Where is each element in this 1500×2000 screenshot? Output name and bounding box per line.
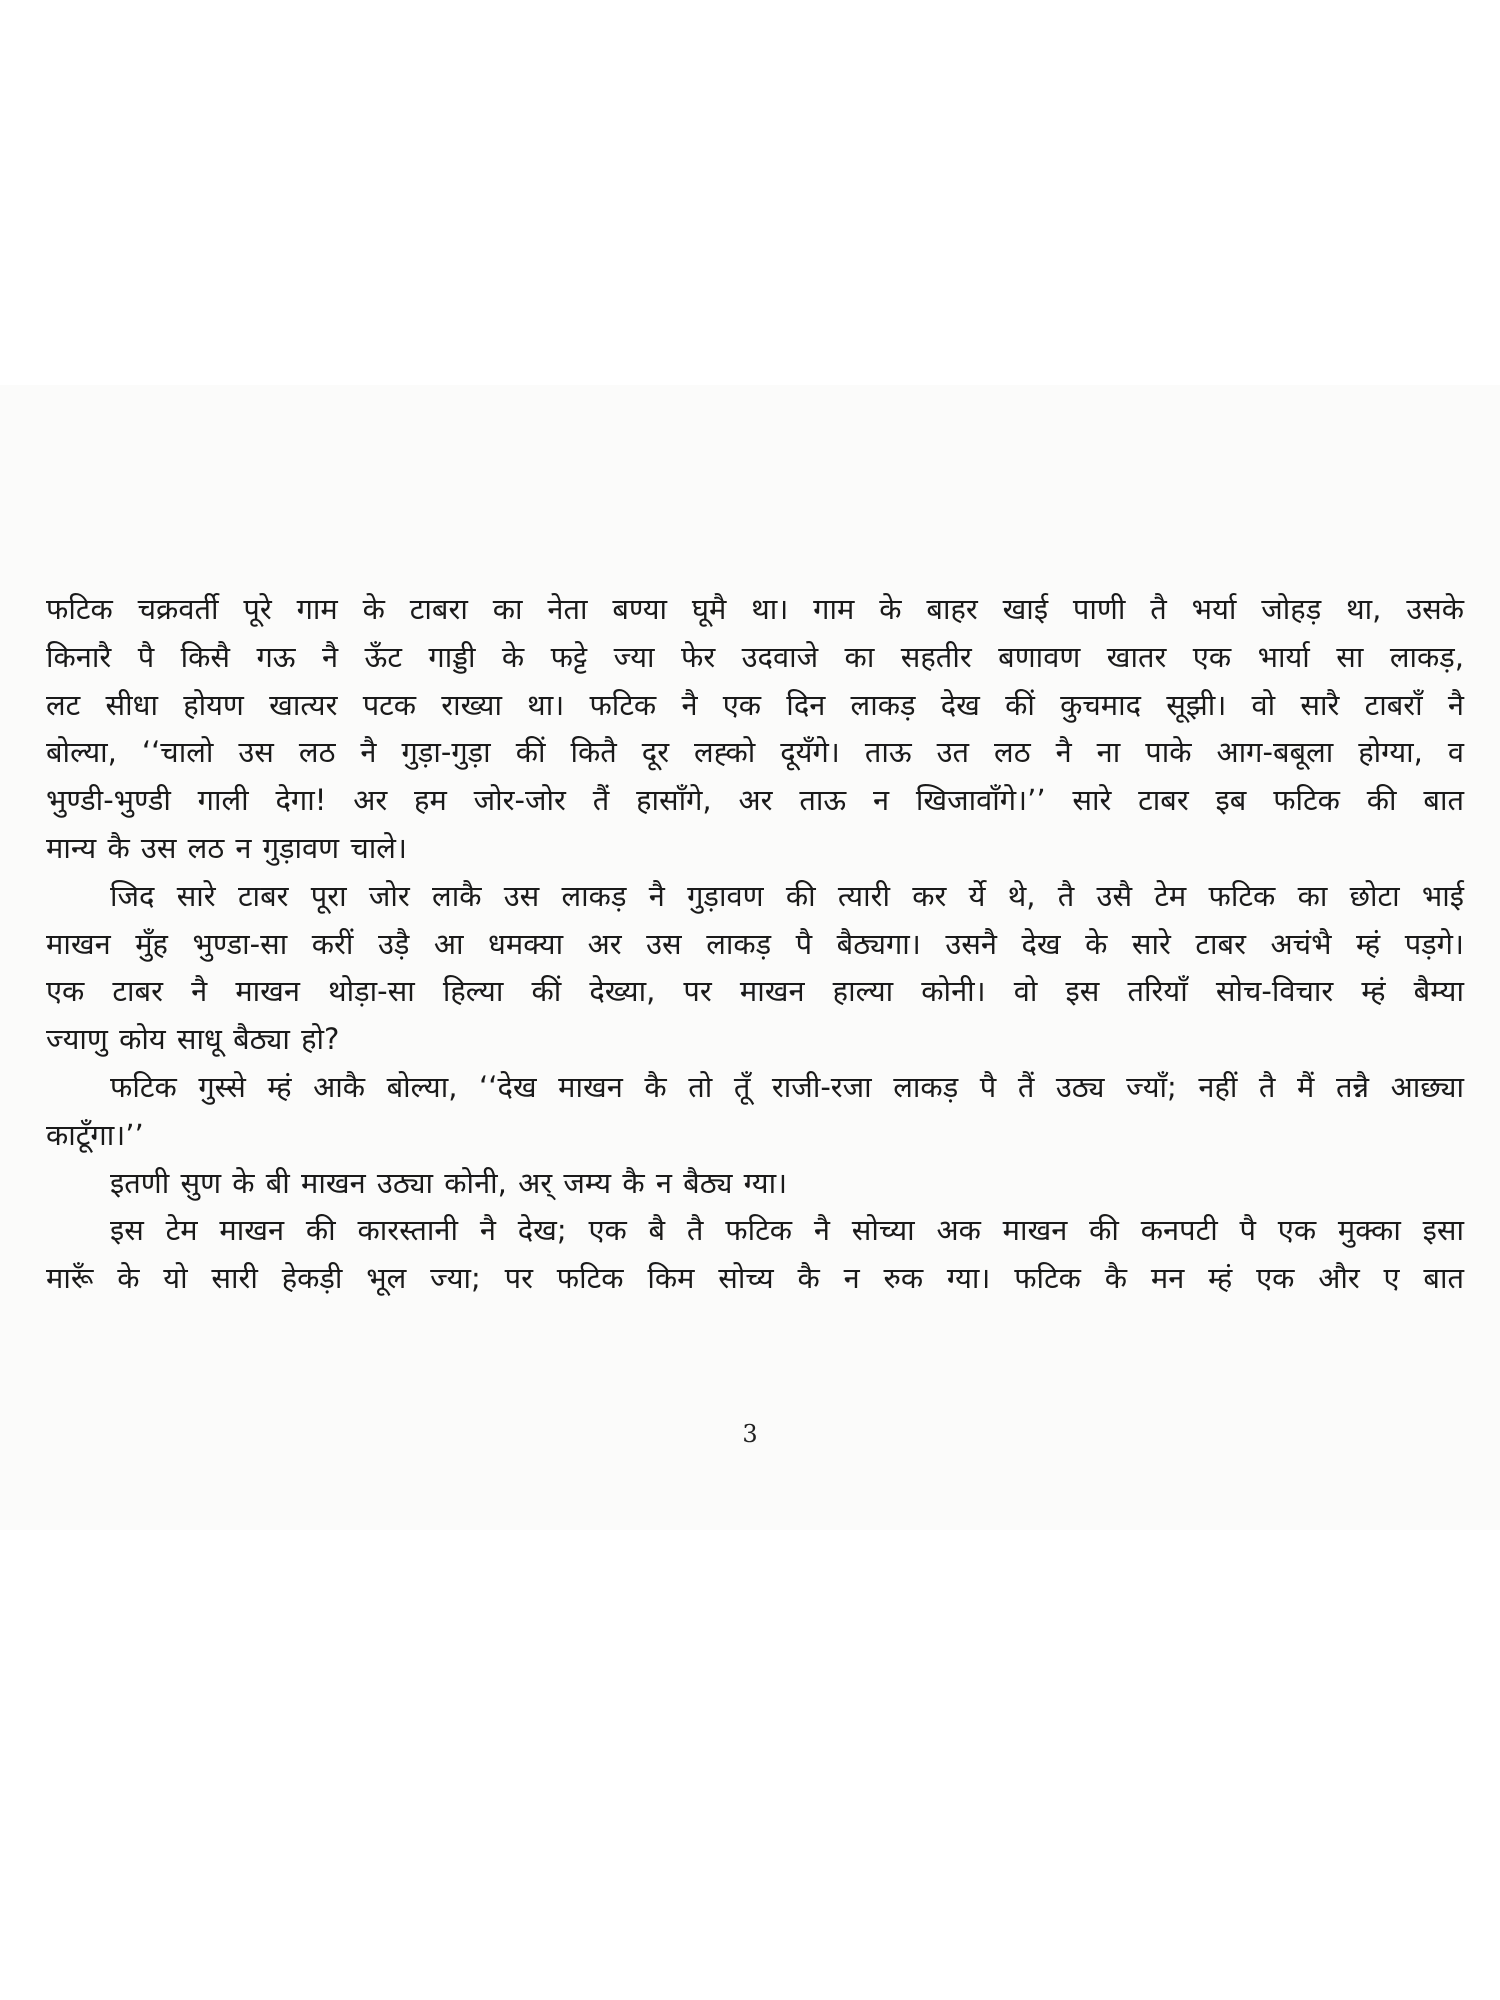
text-line-12: काटूँगा।’’ — [46, 1117, 144, 1152]
text-line-15: मारूँ के यो सारी हेकड़ी भूल ज्या; पर फटिक किम सोच्य कै न रुक ग्या। फटिक कै मन म्हं एक और ए बात — [46, 1261, 1464, 1296]
text-line-5: भुण्डी-भुण्डी गाली देगा! अर हम जोर-जोर तैं हासाँगे, अर ताऊ न खिजावाँगे।’’ सारे टाबर इब फटिक की बात — [46, 783, 1464, 818]
text-line-3: लट सीधा होयण खात्यर पटक राख्या था। फटिक नै एक दिन लाकड़ देख कीं कुचमाद सूझी। वो सारै टाबराँ नै — [46, 687, 1464, 722]
text-line-4: बोल्या, ‘‘चालो उस लठ नै गुड़ा-गुड़ा कीं कितै दूर लह्को दूयँगे। ताऊ उत लठ नै ना पाके आग-बबूला होग्या, व — [46, 735, 1464, 770]
text-line-7: जिद सारे टाबर पूरा जोर लाकै उस लाकड़ नै गुड़ावण की त्यारी कर र्ये थे, तै उसै टेम फटिक का छोटा भाई — [110, 878, 1464, 913]
text-line-9: एक टाबर नै माखन थोड़ा-सा हिल्या कीं देख्या, पर माखन हाल्या कोनी। वो इस तरियाँ सोच-विचार म्हं बैम्या — [46, 974, 1464, 1009]
text-line-13: इतणी सुण के बी माखन उठ्या कोनी, अर् जम्य कै न बैठ्य ग्या। — [110, 1165, 788, 1200]
text-line-6: मान्य कै उस लठ न गुड़ावण चाले। — [46, 830, 407, 865]
text-line-8: माखन मुँह भुण्डा-सा करीं उड़ै आ धमक्या अर उस लाकड़ पै बैठ्यगा। उसनै देख के सारे टाबर अचंभै म्हं पड़गे। — [46, 926, 1464, 961]
text-line-11: फटिक गुस्से म्हं आकै बोल्या, ‘‘देख माखन कै तो तूँ राजी-रजा लाकड़ पै तैं उठ्य ज्याँ; नहीं तै मैं तन्नै आछ्या — [110, 1069, 1464, 1104]
text-line-1: फटिक चक्रवर्ती पूरे गाम के टाबरा का नेता बण्या घूमै था। गाम के बाहर खाई पाणी तै भर्या जोहड़ था, उसके — [46, 592, 1464, 626]
page-number: 3 — [742, 1420, 758, 1448]
text-line-10: ज्याणु कोय साधू बैठ्या हो? — [46, 1022, 340, 1057]
text-line-14: इस टेम माखन की कारस्तानी नै देख; एक बै तै फटिक नै सोच्या अक माखन की कनपटी पै एक मुक्का इसा — [110, 1213, 1464, 1248]
text-line-2: किनारै पै किसै गऊ नै ऊँट गाड्डी के फट्टे ज्या फेर उदवाजे का सहतीर बणावण खातर एक भार्या सा लाकड़, — [46, 639, 1464, 674]
story-text — [46, 586, 1464, 1303]
